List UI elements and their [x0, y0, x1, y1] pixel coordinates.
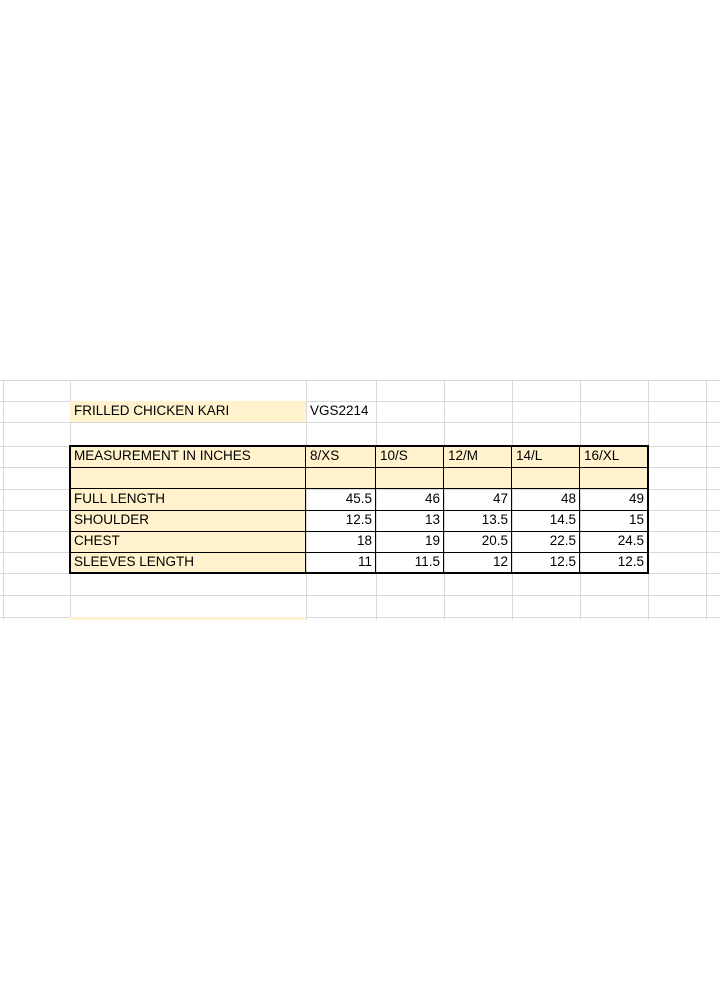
measurement-cell: 20.5: [481, 533, 508, 548]
measurement-cell: 13.5: [481, 512, 508, 527]
table-border-line: [69, 510, 649, 511]
measurement-cell: 19: [424, 533, 440, 548]
blank-row-fill: [306, 467, 648, 488]
measurement-cell: 12: [492, 554, 508, 569]
measurement-cell: 14.5: [549, 512, 576, 527]
gridline-horizontal: [0, 422, 720, 423]
measurement-cell: 12.5: [617, 554, 644, 569]
measurement-cell: 24.5: [617, 533, 644, 548]
measurement-cell: 15: [628, 512, 644, 527]
table-border-line: [69, 572, 649, 574]
measurement-cell: 13: [424, 512, 440, 527]
gridline-vertical: [706, 380, 707, 620]
product-code: VGS2214: [310, 403, 369, 418]
measurement-cell: 47: [492, 491, 508, 506]
table-border-line: [69, 531, 649, 532]
table-border-line: [69, 552, 649, 553]
size-header: 14/L: [516, 448, 543, 463]
row-label: FULL LENGTH: [74, 491, 166, 506]
bottom-row-fill: [70, 617, 306, 620]
row-label: CHEST: [74, 533, 120, 548]
measurement-cell: 46: [424, 491, 440, 506]
measurement-cell: 22.5: [549, 533, 576, 548]
table-border-line: [69, 488, 649, 489]
product-name: FRILLED CHICKEN KARI: [74, 403, 230, 418]
measurement-cell: 12.5: [549, 554, 576, 569]
size-header: 8/XS: [310, 448, 340, 463]
size-header: 16/XL: [584, 448, 620, 463]
gridline-horizontal: [0, 595, 720, 596]
measurement-cell: 11.5: [414, 554, 440, 569]
measurement-cell: 11: [357, 554, 372, 569]
gridline-horizontal: [0, 380, 720, 381]
gridline-vertical: [3, 380, 4, 620]
table-border-line: [69, 445, 649, 447]
table-border-line: [69, 467, 649, 468]
measurement-cell: 49: [628, 491, 644, 506]
row-label: SHOULDER: [74, 512, 150, 527]
size-header: 10/S: [380, 448, 408, 463]
measurement-cell: 18: [356, 533, 372, 548]
row-label: SLEEVES LENGTH: [74, 554, 195, 569]
measurement-cell: 45.5: [345, 491, 372, 506]
size-header: 12/M: [448, 448, 479, 463]
header-label: MEASUREMENT IN INCHES: [74, 448, 251, 463]
measurement-cell: 12.5: [345, 512, 372, 527]
measurement-cell: 48: [560, 491, 576, 506]
